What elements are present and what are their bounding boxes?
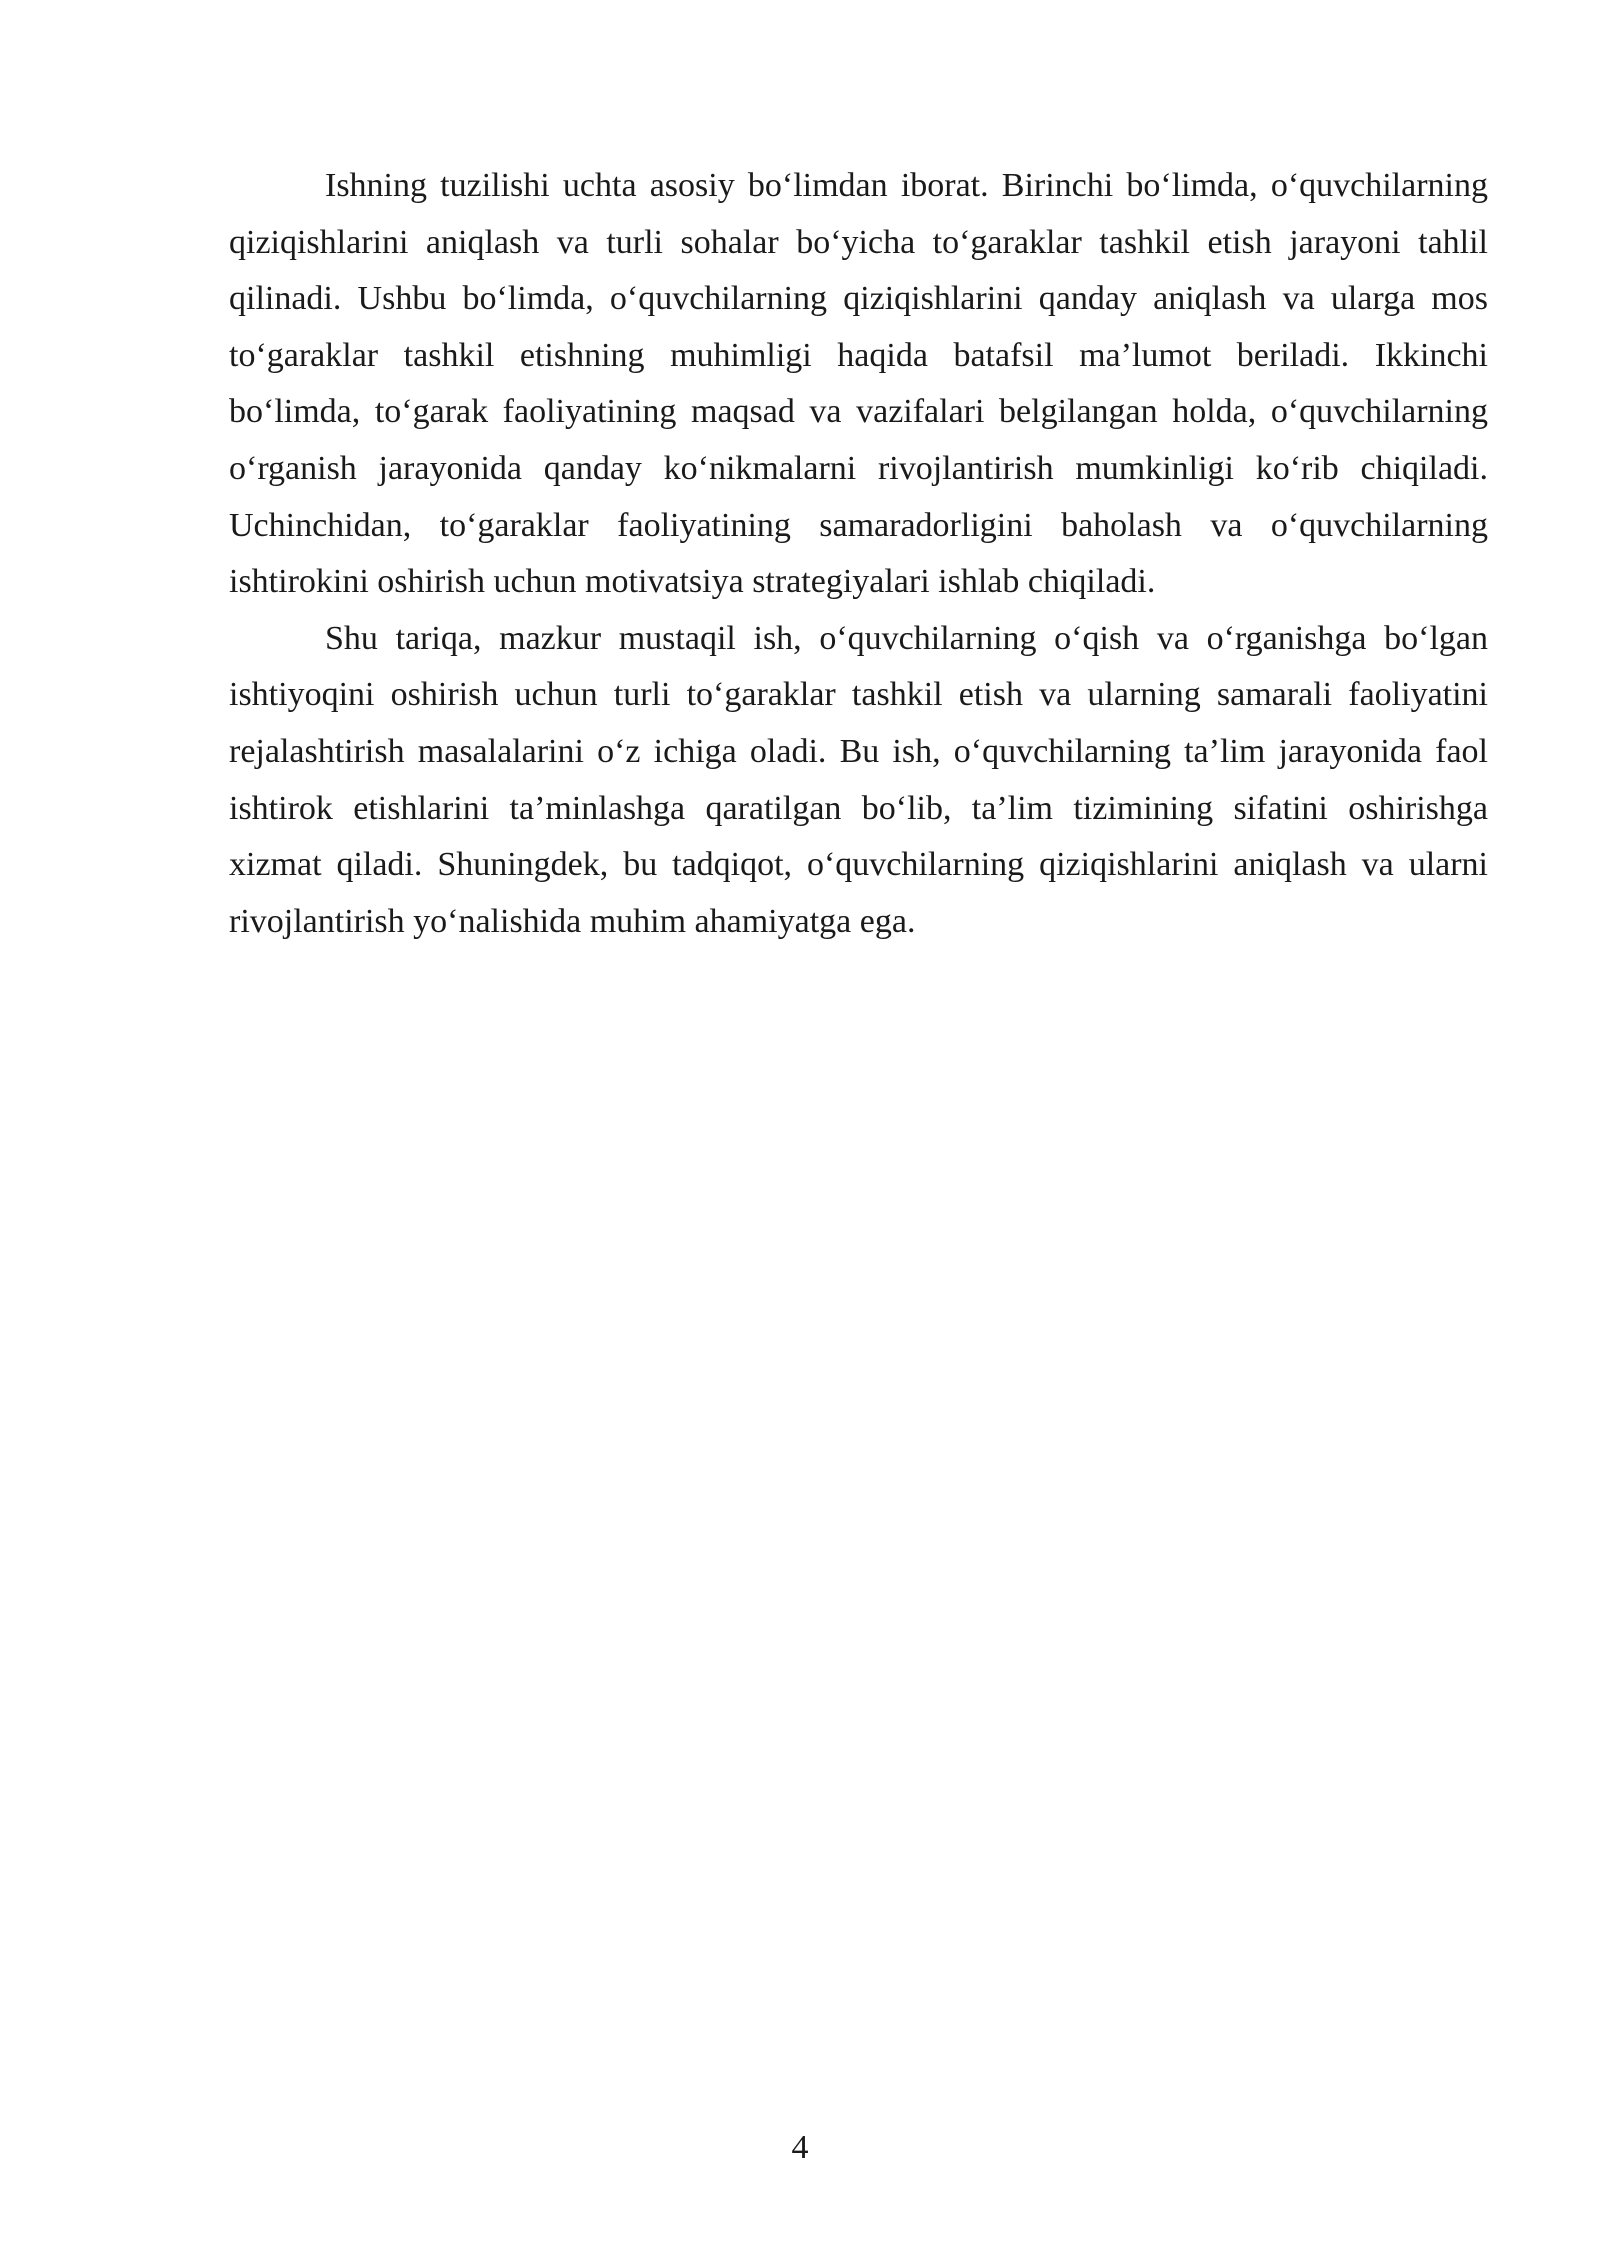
body-text [229,158,1488,950]
paragraph-conclusion: Shu tariqa, mazkur mustaqil ish, o‘quvchilarning o‘qish va o‘rganishga bo‘lgan ishtiyoqini oshirish uchun turli to‘garaklar tashkil etish va ularning samarali faoliyatini rejalashtirish masalalarini o‘z ichiga oladi. Bu ish, o‘quvchilarning ta’lim jarayonida faol ishtirok etishlarini ta’minlashga qaratilgan bo‘lib, ta’lim tizimining sifatini oshirishga xizmat qiladi. Shuningdek, bu tadqiqot, o‘quvchilarning qiziqishlarini aniqlash va ularni rivojlantirish yo‘nalishida muhim ahamiyatga ega. [229,619,1488,940]
paragraph-structure-of-work: Ishning tuzilishi uchta asosiy bo‘limdan iborat. Birinchi bo‘limda, o‘quvchilarning qiziqishlarini aniqlash va turli sohalar bo‘yicha to‘garaklar tashkil etish jarayoni tahlil qilinadi. Ushbu bo‘limda, o‘quvchilarning qiziqishlarini qanday aniqlash va ularga mos to‘garaklar tashkil etishning muhimligi haqida batafsil ma’lumot beriladi. Ikkinchi bo‘limda, to‘garak faoliyatining maqsad va vazifalari belgilangan holda, o‘quvchilarning o‘rganish jarayonida qanday ko‘nikmalarni rivojlantirish mumkinligi ko‘rib chiqiladi. Uchinchidan, to‘garaklar faoliyatining samaradorligini baholash va o‘quvchilarning ishtirokini oshirish uchun motivatsiya strategiyalari ishlab chiqiladi. [229,167,1488,601]
page-number: 4 [791,2129,809,2166]
